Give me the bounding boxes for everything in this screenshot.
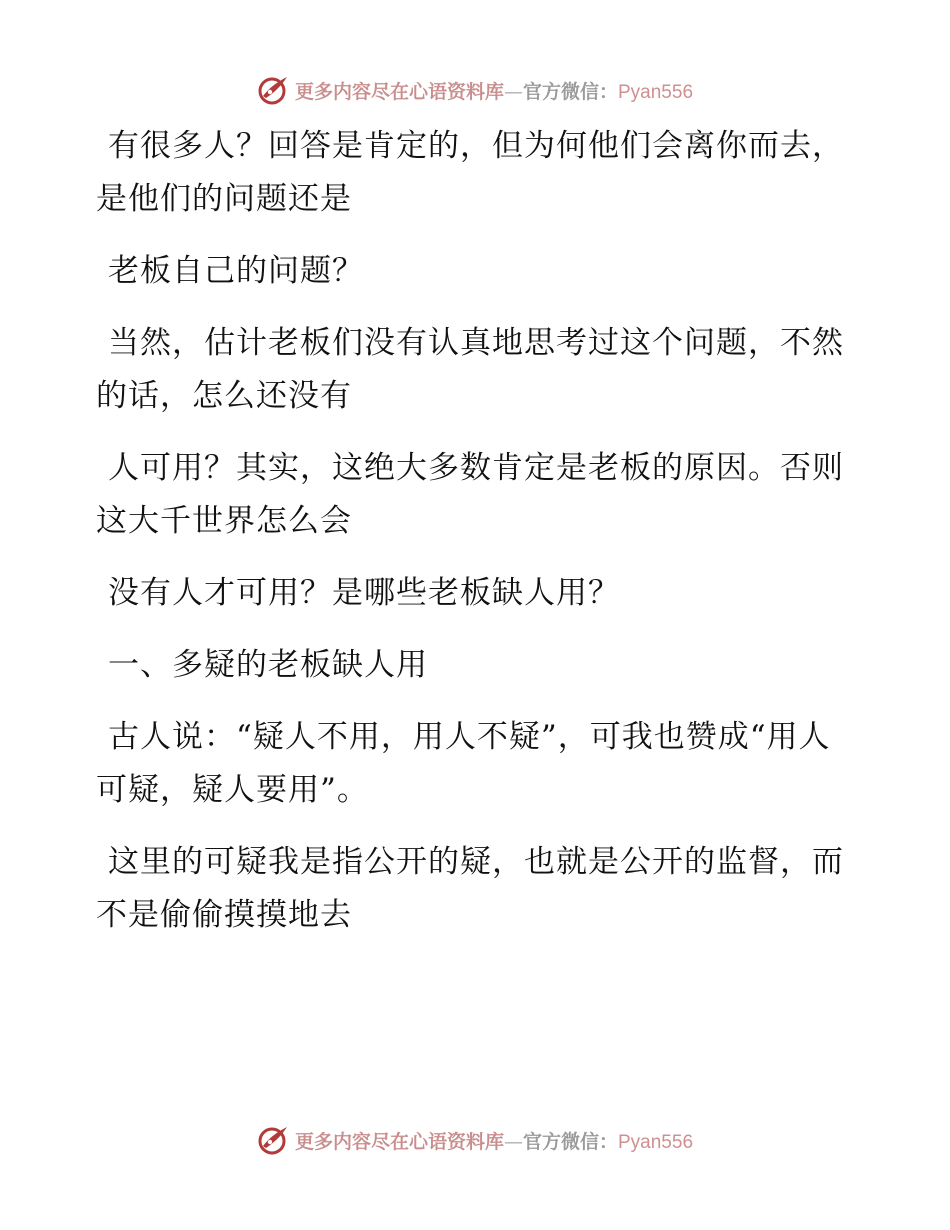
quill-pen-seal-icon: [257, 1124, 289, 1156]
watermark-text: [295, 1127, 693, 1154]
watermark-wechat-id: Pyan556: [618, 1131, 694, 1153]
watermark-suffix: 官方微信：: [522, 1130, 618, 1153]
paragraph-7: 古人说：“疑人不用，用人不疑”，可我也赞成“用人可疑，疑人要用”。: [96, 719, 831, 808]
section-heading: 一、多疑的老板缺人用: [108, 647, 428, 683]
paragraph-3: 当然，估计老板们没有认真地思考过这个问题，不然的话，怎么还没有: [96, 325, 844, 414]
watermark-text: [295, 77, 693, 104]
document-body: [96, 120, 856, 961]
paragraph-4: 人可用？其实，这绝大多数肯定是老板的原因。否则这大千世界怎么会: [96, 450, 844, 539]
quill-pen-seal-icon: [257, 74, 289, 106]
watermark-wechat-id: Pyan556: [618, 81, 694, 103]
watermark-brand: 更多内容尽在心语资料库: [294, 1130, 504, 1153]
paragraph-2: 老板自己的问题？: [108, 253, 364, 289]
header-watermark: [0, 70, 950, 110]
watermark-brand: 更多内容尽在心语资料库: [294, 80, 504, 103]
watermark-dash: —: [503, 1130, 523, 1153]
paragraph-8: 这里的可疑我是指公开的疑，也就是公开的监督，而不是偷偷摸摸地去: [96, 844, 844, 933]
watermark-suffix: 官方微信：: [522, 80, 618, 103]
paragraph-1: 有很多人？回答是肯定的，但为何他们会离你而去，是他们的问题还是: [96, 128, 844, 217]
footer-watermark: [0, 1120, 950, 1160]
watermark-dash: —: [503, 80, 523, 103]
paragraph-5: 没有人才可用？是哪些老板缺人用？: [108, 575, 620, 611]
